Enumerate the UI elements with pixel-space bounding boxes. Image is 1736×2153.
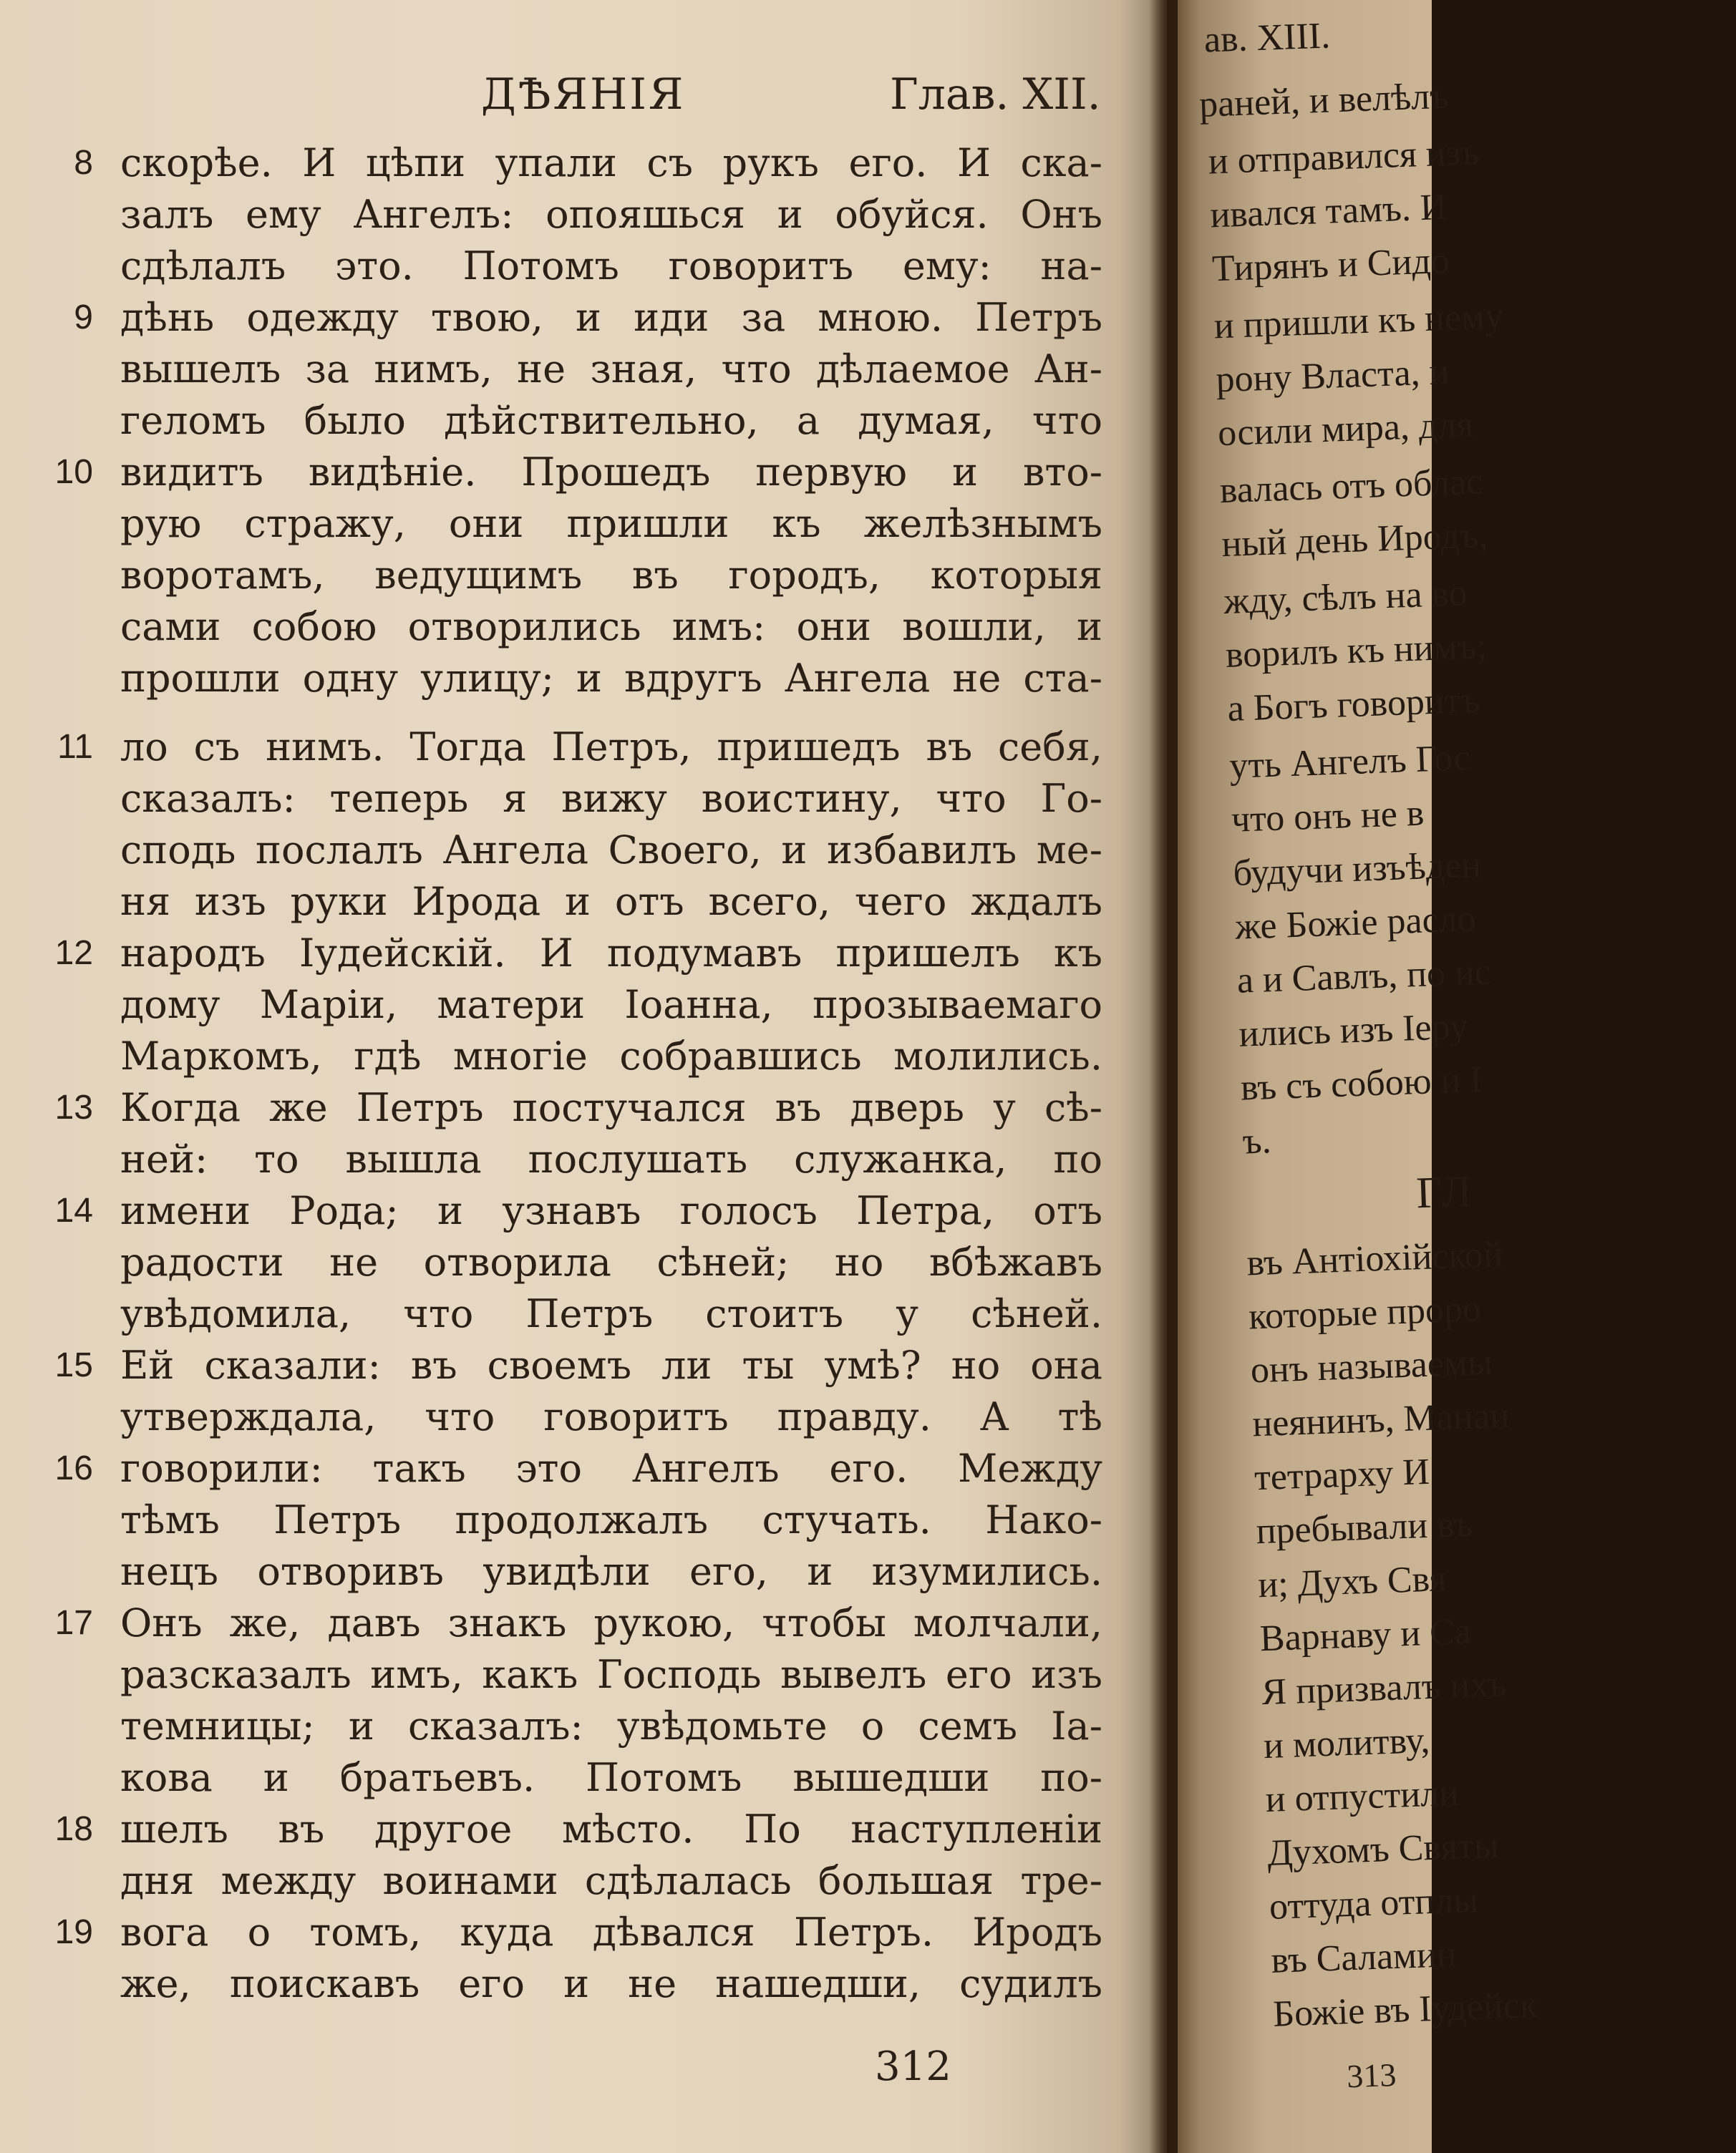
facing-page-line: и пришли къ нему	[1213, 296, 1504, 347]
verse-number: 12	[54, 934, 93, 972]
verse-number: 13	[54, 1089, 93, 1127]
text-line: вога о томъ, куда дѣвался Петръ. Иродъ	[120, 1910, 1102, 1955]
facing-page-line: жду, сѣлъ на во	[1223, 573, 1468, 623]
facing-page-line: ный день Иродъ,	[1221, 515, 1489, 565]
text-line: сподь послалъ Ангела Своего, и избавилъ ме-	[120, 827, 1102, 873]
facing-page-line: оттуда отплы	[1269, 1879, 1479, 1928]
page-number: 312	[875, 2043, 951, 2090]
text-line: Маркомъ, гдѣ многіе собравшись молились.	[120, 1034, 1102, 1079]
book-gutter	[1149, 0, 1178, 2153]
facing-page-line: и отпустили	[1264, 1772, 1460, 1821]
text-line: тѣмъ Петръ продолжалъ стучать. Нако-	[120, 1497, 1102, 1542]
facing-page-line: Божіе въ Іудейск	[1272, 1984, 1538, 2035]
text-line: скорѣе. И цѣпи упали съ рукъ его. И ска-	[120, 140, 1102, 185]
facing-page-line: осили мира, для	[1217, 404, 1475, 455]
facing-page-line: ились изъ Іеру	[1238, 1006, 1469, 1055]
facing-page-line: пребывали въ	[1255, 1503, 1474, 1552]
text-line: залъ ему Ангелъ: опояшься и обуйся. Онъ	[120, 192, 1102, 237]
facing-page-line: раней, и велѣлъ	[1198, 75, 1450, 125]
facing-page-line: рону Власта, и	[1215, 351, 1450, 401]
verse-number: 15	[54, 1346, 93, 1384]
facing-page-line: ворилъ къ нимъ;	[1225, 626, 1488, 676]
text-line: Онъ же, давъ знакъ рукою, чтобы молчали,	[120, 1600, 1102, 1646]
facing-page-line: онъ называемы	[1249, 1341, 1493, 1391]
text-line: ней: то вышла послушать служанка, по	[120, 1137, 1102, 1182]
facing-page-line: уть Ангелъ Гос	[1228, 737, 1471, 787]
text-line: радости не отворила сѣней; но вбѣжавъ	[120, 1240, 1102, 1285]
text-line: рую стражу, они пришли къ желѣзнымъ	[120, 501, 1102, 546]
text-line: сами собою отворились имъ: они вошли, и	[120, 604, 1102, 649]
text-line: дѣнь одежду твою, и иди за мною. Петръ	[120, 295, 1102, 340]
facing-page-line: и отправился изъ	[1207, 132, 1480, 183]
facing-page-line: ав. XIII.	[1203, 15, 1332, 61]
text-line: же, поискавъ его и не нашедши, судилъ	[120, 1961, 1102, 2006]
text-line: Ей сказали: въ своемъ ли ты умѣ? но она	[120, 1343, 1102, 1388]
running-title: ДѢЯНІЯ	[481, 69, 686, 120]
text-line: шелъ въ другое мѣсто. По наступленіи	[120, 1807, 1102, 1852]
facing-page-line: Тирянъ и Сидо	[1211, 240, 1450, 290]
facing-page-heading: ГЛ	[1415, 1167, 1475, 1218]
text-line: утверждала, что говоритъ правду. А тѣ	[120, 1394, 1102, 1439]
text-line: дому Маріи, матери Іоанна, прозываемаго	[120, 982, 1102, 1027]
verse-number: 19	[54, 1913, 93, 1951]
verse-number: 11	[57, 728, 93, 766]
text-line: воротамъ, ведущимъ въ городъ, которыя	[120, 553, 1102, 598]
facing-page-line: же Божіе расло	[1234, 898, 1477, 948]
text-line: имени Рода; и узнавъ голосъ Петра, отъ	[120, 1188, 1102, 1233]
facing-page-text	[1174, 0, 1538, 2152]
facing-page-line: будучи изъѣден	[1232, 844, 1483, 894]
text-line: нецъ отворивъ увидѣли его, и изумились.	[120, 1549, 1102, 1594]
text-line: говорили: такъ это Ангелъ его. Между	[120, 1446, 1102, 1491]
text-line: ня изъ руки Ирода и отъ всего, чего ждалъ	[120, 879, 1102, 924]
facing-page-line: тетрарху И	[1253, 1451, 1430, 1499]
facing-page-line: въ Антіохійской	[1246, 1234, 1504, 1284]
facing-page-line: ъ.	[1241, 1120, 1272, 1162]
verse-number: 16	[54, 1449, 93, 1487]
facing-page-line: а Богъ говоритъ	[1226, 679, 1481, 729]
facing-page-line: Я призвалъ ихъ	[1261, 1663, 1508, 1714]
chapter-label: Глав. XII.	[890, 69, 1101, 120]
verse-number: 9	[74, 298, 93, 336]
text-line: дня между воинами сдѣлалась большая тре-	[120, 1858, 1102, 1903]
text-line: геломъ было дѣйствительно, а думая, что	[120, 398, 1102, 443]
facing-page-line: ивался тамъ. И	[1209, 186, 1448, 236]
facing-page	[1174, 0, 1538, 2153]
text-line: разсказалъ имъ, какъ Господь вывелъ его изъ	[120, 1652, 1102, 1697]
text-line: кова и братьевъ. Потомъ вышедши по-	[120, 1755, 1102, 1800]
text-line: прошли одну улицу; и вдругъ Ангела не ста-	[120, 656, 1102, 701]
verse-number: 10	[54, 453, 93, 491]
facing-page-line: въ съ собою и І	[1240, 1059, 1483, 1109]
verse-number: 8	[74, 144, 93, 182]
facing-page-line: въ Саламин	[1270, 1933, 1458, 1981]
verse-number: 14	[54, 1192, 93, 1230]
facing-page-number: 313	[1346, 2056, 1397, 2095]
facing-page-line: которые проро	[1248, 1288, 1482, 1338]
text-line: Когда же Петръ постучался въ дверь у сѣ-	[120, 1085, 1102, 1130]
facing-page-line: Варнаву и Са	[1259, 1610, 1472, 1660]
text-line: сдѣлалъ это. Потомъ говоритъ ему: на-	[120, 243, 1102, 288]
facing-page-line: и; Духъ Свя	[1257, 1558, 1448, 1606]
text-line: сказалъ: теперь я вижу воистину, что Го-	[120, 776, 1102, 821]
text-line: ло съ нимъ. Тогда Петръ, пришедъ въ себя,	[120, 724, 1102, 769]
verse-number: 18	[54, 1810, 93, 1848]
text-line: видитъ видѣніе. Прошедъ первую и вто-	[120, 449, 1102, 495]
facing-page-line: валась отъ облас	[1218, 461, 1484, 512]
facing-page-line: что онъ не в	[1231, 792, 1425, 840]
text-line: темницы; и сказалъ: увѣдомьте о семъ Іа-	[120, 1704, 1102, 1749]
facing-page-line: и молитву,	[1263, 1720, 1431, 1767]
facing-page-line: неянинъ, Манаи	[1251, 1394, 1510, 1445]
text-line: увѣдомила, что Петръ стоитъ у сѣней.	[120, 1291, 1102, 1336]
verse-number: 17	[54, 1604, 93, 1642]
facing-page-line: Духомъ Святы	[1266, 1824, 1500, 1875]
text-line: вышелъ за нимъ, не зная, что дѣлаемое Ан-	[120, 346, 1102, 392]
facing-page-line: а и Савлъ, по ис	[1236, 951, 1492, 1001]
text-line: народъ Іудейскій. И подумавъ пришелъ къ	[120, 930, 1102, 976]
